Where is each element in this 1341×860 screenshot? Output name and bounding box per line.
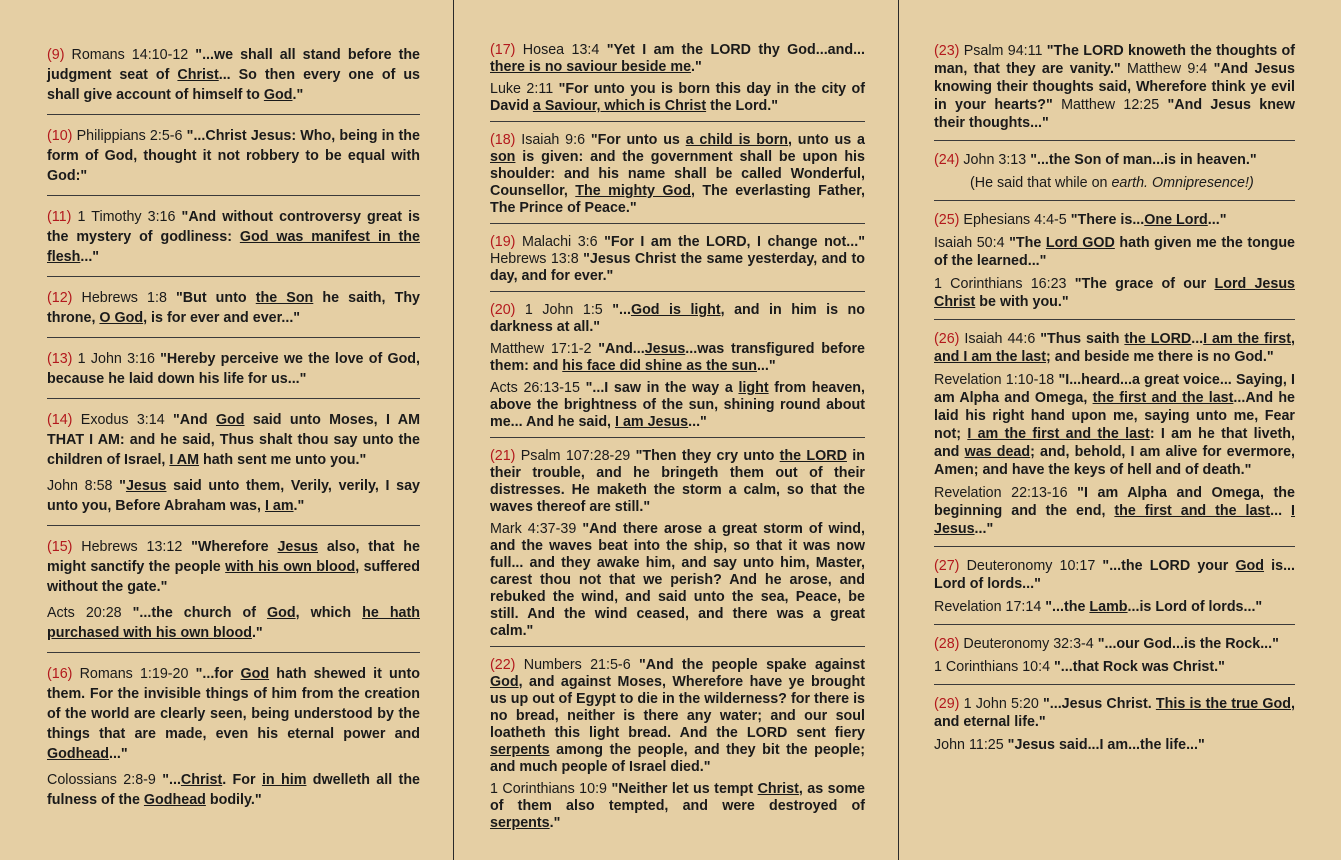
verse-paragraph: [934, 635, 1295, 653]
emphasis-text: Christ: [757, 781, 799, 797]
emphasis-text: serpents: [490, 815, 550, 831]
emphasis-text: "...the Son of man...is in heaven.": [1030, 152, 1257, 168]
verse-entry: [934, 330, 1295, 538]
emphasis-text: "The LORD knoweth the thoughts of man, that they are vanity.": [934, 43, 1295, 77]
verse-paragraph: [934, 151, 1295, 169]
emphasis-text: God: [490, 674, 519, 690]
emphasis-text: hath given me the tongue of the learned...": [934, 235, 1296, 269]
verse-paragraph: [490, 234, 865, 285]
entry-number: (22): [490, 657, 516, 673]
emphasis-text: .": [251, 625, 263, 641]
entry-separator: [47, 195, 420, 196]
emphasis-text: "I...heard...a great voice... Saying, I am Alpha and Omega,: [934, 372, 1295, 406]
emphasis-text: is... Lord of lords...": [934, 558, 1295, 592]
emphasis-text: ...": [756, 358, 776, 374]
scripture-reference: Exodus 3:14: [72, 412, 174, 428]
scripture-reference: 1 Corinthians 16:23: [934, 276, 1075, 292]
verse-paragraph: [934, 658, 1295, 676]
emphasis-text: "...we shall all stand before the judgment seat of: [47, 47, 421, 83]
scripture-reference: John 11:25: [934, 737, 1008, 753]
verse-entry: [934, 211, 1295, 311]
emphasis-text: "For I am the LORD, I change not...": [604, 234, 865, 250]
emphasis-text: a Saviour, which is Christ: [532, 98, 707, 114]
emphasis-text: "And: [173, 412, 216, 428]
verse-paragraph: [934, 371, 1295, 479]
emphasis-text: This is the true God: [1155, 696, 1292, 712]
scripture-reference: Matthew 9:4: [1120, 61, 1214, 77]
emphasis-text: "The: [1009, 235, 1046, 251]
entry-number: (11): [47, 209, 72, 225]
verse-paragraph: [490, 657, 865, 776]
scripture-reference: Isaiah 50:4: [934, 235, 1010, 251]
verse-paragraph: [47, 349, 420, 389]
verse-paragraph: [934, 330, 1295, 366]
verse-entry: [934, 151, 1295, 192]
verse-paragraph: [490, 781, 865, 832]
emphasis-text: he saith, Thy throne,: [47, 290, 421, 326]
verse-paragraph: [47, 770, 420, 810]
emphasis-text: the LORD: [1124, 331, 1192, 347]
emphasis-text: "Jesus Christ the same yesterday, and to day, and for ever.": [490, 251, 865, 284]
entry-separator: [490, 291, 865, 292]
emphasis-text: "Then they cry unto: [635, 448, 780, 464]
scripture-reference: John 8:58: [47, 478, 120, 494]
entry-number: (10): [47, 128, 73, 144]
emphasis-text: "Hereby perceive we the love of God, because he laid down his life for us...": [47, 351, 421, 387]
emphasis-text: "But unto: [176, 290, 256, 306]
emphasis-text: "For unto you is born this day in the city of David: [490, 81, 865, 114]
entry-separator: [490, 223, 865, 224]
emphasis-text: ...is Lord of lords...": [1127, 599, 1263, 615]
emphasis-text: .": [691, 59, 702, 75]
scripture-reference: Romans 14:10-12: [64, 47, 196, 63]
verse-entry: [47, 349, 420, 389]
entry-number: (25): [934, 212, 960, 228]
emphasis-text: hath sent me unto you.": [199, 452, 367, 468]
entry-number: (16): [47, 666, 73, 682]
emphasis-text: "And there arose a great storm of wind, and the waves beat into the ship, so that it was now full... and they awake him, and say unto him, Master, carest thou not that we perish? And he arose, and rebuked the wind, and said unto the sea, Peace, be still. And the wind ceased, and there was a great calm.": [490, 521, 865, 639]
emphasis-text: ; and, behold, I am alive for evermore, Amen; and have the keys of hell and of death.": [934, 444, 1296, 478]
emphasis-text: his face did shine as the sun: [562, 358, 757, 374]
scripture-reference: Ephesians 4:4-5: [959, 212, 1071, 228]
scripture-reference: 1 Corinthians 10:4: [934, 659, 1055, 675]
entry-number: (24): [934, 152, 960, 168]
entry-number: (12): [47, 290, 73, 306]
entry-number: (18): [490, 132, 516, 148]
verse-entry: [490, 657, 865, 832]
emphasis-text: Godhead: [47, 746, 109, 762]
entry-separator: [47, 114, 420, 115]
scripture-reference: 1 John 1:5: [515, 302, 613, 318]
emphasis-text: "...the LORD your: [1102, 558, 1236, 574]
emphasis-text: in their trouble, and he bringeth them out of their distresses. He maketh the storm a calm, so that the waves thereof are still.": [490, 448, 865, 515]
emphasis-text: Lamb: [1089, 599, 1128, 615]
entry-number: (26): [934, 331, 960, 347]
emphasis-text: God: [240, 666, 270, 682]
entry-separator: [934, 684, 1295, 685]
emphasis-text: ...": [688, 414, 707, 430]
emphasis-text: the first and the last: [1092, 390, 1234, 406]
verse-paragraph: [934, 598, 1295, 616]
emphasis-text: ...And he laid his right hand upon me, saying unto me, Fear not;: [934, 390, 1296, 442]
verse-paragraph: [934, 211, 1295, 229]
scripture-reference: Psalm 107:28-29: [515, 448, 636, 464]
emphasis-text: "I am Alpha and Omega, the beginning and the end,: [934, 485, 1295, 519]
scripture-reference: Luke 2:11: [490, 81, 559, 97]
emphasis-text: the LORD: [779, 448, 847, 464]
scripture-reference: Deuteronomy 10:17: [959, 558, 1103, 574]
emphasis-text: "...our God...is the Rock...": [1097, 636, 1279, 652]
scripture-reference: 1 Timothy 3:16: [71, 209, 182, 225]
verse-paragraph: [47, 664, 420, 764]
entry-separator: [490, 646, 865, 647]
scripture-reference: Matthew 17:1-2: [490, 341, 599, 357]
emphasis-text: Godhead: [143, 792, 206, 808]
scripture-reference: Deuteronomy 32:3-4: [959, 636, 1098, 652]
emphasis-text: "And without controversy great is the mystery of godliness:: [47, 209, 420, 245]
emphasis-text: Lord GOD: [1045, 235, 1115, 251]
entry-separator: [934, 546, 1295, 547]
scripture-reference: 1 John 3:16: [72, 351, 161, 367]
emphasis-text: "The grace of our: [1074, 276, 1215, 292]
entry-number: (29): [934, 696, 960, 712]
emphasis-text: "And Jesus knowing their thoughts said, Wherefore think ye evil in your hearts?": [934, 61, 1295, 113]
emphasis-text: be with you.": [975, 294, 1069, 310]
emphasis-text: , as some of them also tempted, and were destroyed of: [490, 781, 865, 814]
scripture-reference: Malachi 3:6: [515, 234, 605, 250]
column-3: [899, 0, 1341, 860]
entry-number: (23): [934, 43, 960, 59]
emphasis-text: "Wherefore: [191, 539, 278, 555]
scripture-reference: Numbers 21:5-6: [515, 657, 639, 673]
emphasis-text: , and eternal life.": [934, 696, 1295, 730]
verse-paragraph: [47, 126, 420, 186]
emphasis-text: "Jesus said...I am...the life...": [1007, 737, 1205, 753]
emphasis-text: .": [292, 87, 304, 103]
emphasis-text: ...was transfigured before them: and: [490, 341, 865, 374]
emphasis-text: the Son: [255, 290, 314, 306]
emphasis-text: ": [119, 478, 126, 494]
emphasis-text: O God: [99, 310, 144, 326]
verse-paragraph: [47, 207, 420, 267]
emphasis-text: ...: [1191, 331, 1204, 347]
emphasis-text: God is light: [630, 302, 721, 318]
entry-separator: [490, 121, 865, 122]
emphasis-text: there is no saviour beside me: [490, 59, 692, 75]
emphasis-text: he hath purchased with his own blood: [47, 605, 420, 641]
emphasis-text: , suffered without the gate.": [47, 559, 420, 595]
entry-number: (13): [47, 351, 73, 367]
entry-separator: [47, 337, 420, 338]
emphasis-text: I am the first, and I am the last: [934, 331, 1295, 365]
emphasis-text: the first and the last: [1114, 503, 1271, 519]
emphasis-text: ; and beside me there is no God.": [1046, 349, 1274, 365]
scripture-reference: 1 Corinthians 10:9: [490, 781, 612, 797]
verse-paragraph: [934, 695, 1295, 731]
verse-paragraph: [490, 341, 865, 375]
emphasis-text: the Lord.": [706, 98, 779, 114]
emphasis-text: Christ: [177, 67, 219, 83]
emphasis-text: One Lord: [1144, 212, 1208, 228]
verse-paragraph: [934, 557, 1295, 593]
emphasis-text: , which: [295, 605, 363, 621]
emphasis-text: "For unto us: [590, 132, 686, 148]
emphasis-text: ...: [1270, 503, 1292, 519]
emphasis-text: God was manifest in the flesh: [47, 229, 420, 265]
emphasis-text: ...": [1207, 212, 1227, 228]
emphasis-text: also, that he might sanctify the people: [47, 539, 420, 575]
scripture-reference: Romans 1:19-20: [72, 666, 196, 682]
emphasis-text: "...: [612, 302, 631, 318]
emphasis-text: "...the church of: [132, 605, 267, 621]
emphasis-text: Jesus: [277, 539, 319, 555]
scripture-reference: Revelation 22:13-16: [934, 485, 1078, 501]
entry-separator: [934, 200, 1295, 201]
emphasis-text: , and in him is no darkness at all.": [490, 302, 865, 335]
emphasis-text: I am Jesus: [615, 414, 689, 430]
verse-paragraph: [934, 234, 1295, 270]
verse-paragraph: [934, 42, 1295, 132]
entry-separator: [47, 525, 420, 526]
emphasis-text: said unto Moses, I AM THAT I AM: and he said, Thus shalt thou say unto the children of Israel,: [47, 412, 420, 468]
emphasis-text: , is for ever and ever...": [143, 310, 301, 326]
emphasis-text: "Yet I am the LORD thy God...and...: [606, 42, 866, 58]
verse-entry: [934, 557, 1295, 616]
emphasis-text: .": [293, 498, 305, 514]
emphasis-text: I Jesus: [934, 503, 1296, 537]
scripture-reference: Hebrews 1:8: [72, 290, 176, 306]
emphasis-text: bodily.": [205, 792, 262, 808]
scripture-reference: Hebrews 13:12: [72, 539, 192, 555]
emphasis-text: , The everlasting Father, The Prince of Peace.": [490, 183, 865, 216]
verse-paragraph: [490, 521, 865, 640]
emphasis-text: "...Christ Jesus: Who, being in the form of God, thought it not robbery to be equal with God:": [47, 128, 420, 184]
entry-number: (20): [490, 302, 516, 318]
scripture-reference: Colossians 2:8-9: [47, 772, 163, 788]
scripture-reference: 1 John 5:20: [959, 696, 1043, 712]
emphasis-text: serpents: [490, 742, 550, 758]
scripture-reference: Hebrews 13:8: [490, 251, 584, 267]
verse-paragraph: [490, 302, 865, 336]
emphasis-text: God: [266, 605, 296, 621]
verse-entry: [490, 42, 865, 115]
entry-separator: [934, 140, 1295, 141]
scripture-reference: Revelation 1:10-18: [934, 372, 1059, 388]
entry-separator: [490, 437, 865, 438]
entry-separator: [47, 398, 420, 399]
note-text: earth. Omnipresence!): [1111, 175, 1254, 191]
emphasis-text: "...: [162, 772, 181, 788]
emphasis-text: dwelleth all the fulness of the: [47, 772, 420, 808]
emphasis-text: hath shewed it unto them. For the invisible things of him from the creation of the world are clearly seen, being understood by the things that are made, even his eternal power and: [47, 666, 420, 742]
verse-paragraph: [47, 410, 420, 470]
scripture-reference: Revelation 17:14: [934, 599, 1046, 615]
entry-separator: [934, 624, 1295, 625]
verse-entry: [934, 635, 1295, 676]
scripture-reference: John 3:13: [959, 152, 1031, 168]
verse-paragraph: [934, 484, 1295, 538]
emphasis-text: ...": [80, 249, 100, 265]
emphasis-text: God: [263, 87, 293, 103]
verse-entry: [490, 132, 865, 217]
emphasis-text: God: [215, 412, 245, 428]
scripture-reference: Hosea 13:4: [515, 42, 607, 58]
entry-number: (17): [490, 42, 516, 58]
column-1: [0, 0, 454, 860]
verse-paragraph: [490, 448, 865, 516]
emphasis-text: Jesus: [125, 478, 167, 494]
emphasis-text: "...the: [1045, 599, 1090, 615]
entry-separator: [47, 652, 420, 653]
verse-entry: [47, 410, 420, 516]
column-2: [454, 0, 899, 860]
emphasis-text: The mighty God: [575, 183, 691, 199]
emphasis-text: Jesus: [644, 341, 686, 357]
scripture-reference: Acts 26:13-15: [490, 380, 586, 396]
entry-number: (15): [47, 539, 73, 555]
emphasis-text: in him: [261, 772, 307, 788]
emphasis-text: "And Jesus knew their thoughts...": [934, 97, 1296, 131]
emphasis-text: ...": [108, 746, 128, 762]
scripture-reference: Mark 4:37-39: [490, 521, 583, 537]
verse-entry: [934, 42, 1295, 132]
verse-paragraph: [47, 45, 420, 105]
emphasis-text: light: [738, 380, 769, 396]
scripture-reference: Isaiah 9:6: [515, 132, 591, 148]
entry-number: (9): [47, 47, 65, 63]
emphasis-text: , unto us a: [788, 132, 865, 148]
emphasis-text: "...that Rock was Christ.": [1054, 659, 1225, 675]
verse-paragraph: [490, 81, 865, 115]
emphasis-text: , and against Moses, Wherefore have ye brought us up out of Egypt to die in the wilderness? for there is no bread, neither is there any water; and our soul loatheth this light bread. And the LORD sent fiery: [490, 674, 865, 741]
emphasis-text: Lord Jesus Christ: [934, 276, 1296, 310]
verse-entry: [934, 695, 1295, 754]
verse-entry: [47, 45, 420, 105]
scripture-reference: Acts 20:28: [47, 605, 133, 621]
emphasis-text: said unto them, Verily, verily, I say unto you, Before Abraham was,: [47, 478, 420, 514]
verse-paragraph: [490, 42, 865, 76]
emphasis-text: "And the people spake against: [638, 657, 865, 673]
emphasis-text: ... So then every one of us shall give account of himself to: [47, 67, 420, 103]
verse-paragraph: [47, 603, 420, 643]
emphasis-text: "Neither let us tempt: [611, 781, 758, 797]
emphasis-text: ...": [974, 521, 994, 537]
verse-entry: [47, 207, 420, 267]
verse-entry: [490, 302, 865, 431]
emphasis-text: I am: [264, 498, 294, 514]
emphasis-text: God: [1235, 558, 1265, 574]
verse-paragraph: [934, 736, 1295, 754]
verse-entry: [47, 288, 420, 328]
entry-number: (27): [934, 558, 960, 574]
verse-paragraph: [47, 537, 420, 597]
entry-number: (14): [47, 412, 73, 428]
emphasis-text: among the people, and they bit the people; and much people of Israel died.": [490, 742, 865, 775]
entry-separator: [47, 276, 420, 277]
verse-paragraph: [490, 380, 865, 431]
verse-paragraph: [934, 275, 1295, 311]
emphasis-text: . For: [222, 772, 262, 788]
emphasis-text: with his own blood: [225, 559, 356, 575]
verse-entry: [47, 664, 420, 810]
emphasis-text: is given: and the government shall be upon his shoulder: and his name shall be called Wonderful, Counsellor,: [490, 149, 865, 199]
verse-entry: [47, 537, 420, 643]
emphasis-text: Christ: [180, 772, 223, 788]
verse-paragraph: [47, 476, 420, 516]
emphasis-text: .": [549, 815, 561, 831]
entry-number: (28): [934, 636, 960, 652]
entry-separator: [934, 319, 1295, 320]
emphasis-text: I am the first and the last: [967, 426, 1150, 442]
emphasis-text: "...I saw in the way a: [585, 380, 739, 396]
scripture-reference: Philippians 2:5-6: [72, 128, 187, 144]
scripture-reference: Psalm 94:11: [959, 43, 1047, 59]
verse-paragraph: [47, 288, 420, 328]
entry-number: (19): [490, 234, 516, 250]
scripture-reference: Isaiah 44:6: [959, 331, 1041, 347]
emphasis-text: from heaven, above the brightness of the sun, shining round about me... And he said,: [490, 380, 865, 430]
emphasis-text: "There is...: [1070, 212, 1145, 228]
emphasis-text: son: [490, 149, 516, 165]
emphasis-text: : I am he that liveth, and: [934, 426, 1295, 460]
emphasis-text: "And...: [598, 341, 645, 357]
emphasis-text: "...Jesus Christ.: [1042, 696, 1156, 712]
emphasis-text: a child is born: [685, 132, 789, 148]
scripture-reference: (He said that while on: [970, 175, 1112, 191]
entry-number: (21): [490, 448, 516, 464]
verse-entry: [490, 234, 865, 285]
verse-paragraph: [934, 174, 1295, 192]
verse-entry: [490, 448, 865, 640]
emphasis-text: I AM: [169, 452, 200, 468]
verse-paragraph: [490, 132, 865, 217]
verse-entry: [47, 126, 420, 186]
emphasis-text: "Thus saith: [1040, 331, 1125, 347]
scripture-reference: Matthew 12:25: [1052, 97, 1168, 113]
emphasis-text: was dead: [964, 444, 1031, 460]
emphasis-text: "...for: [195, 666, 241, 682]
